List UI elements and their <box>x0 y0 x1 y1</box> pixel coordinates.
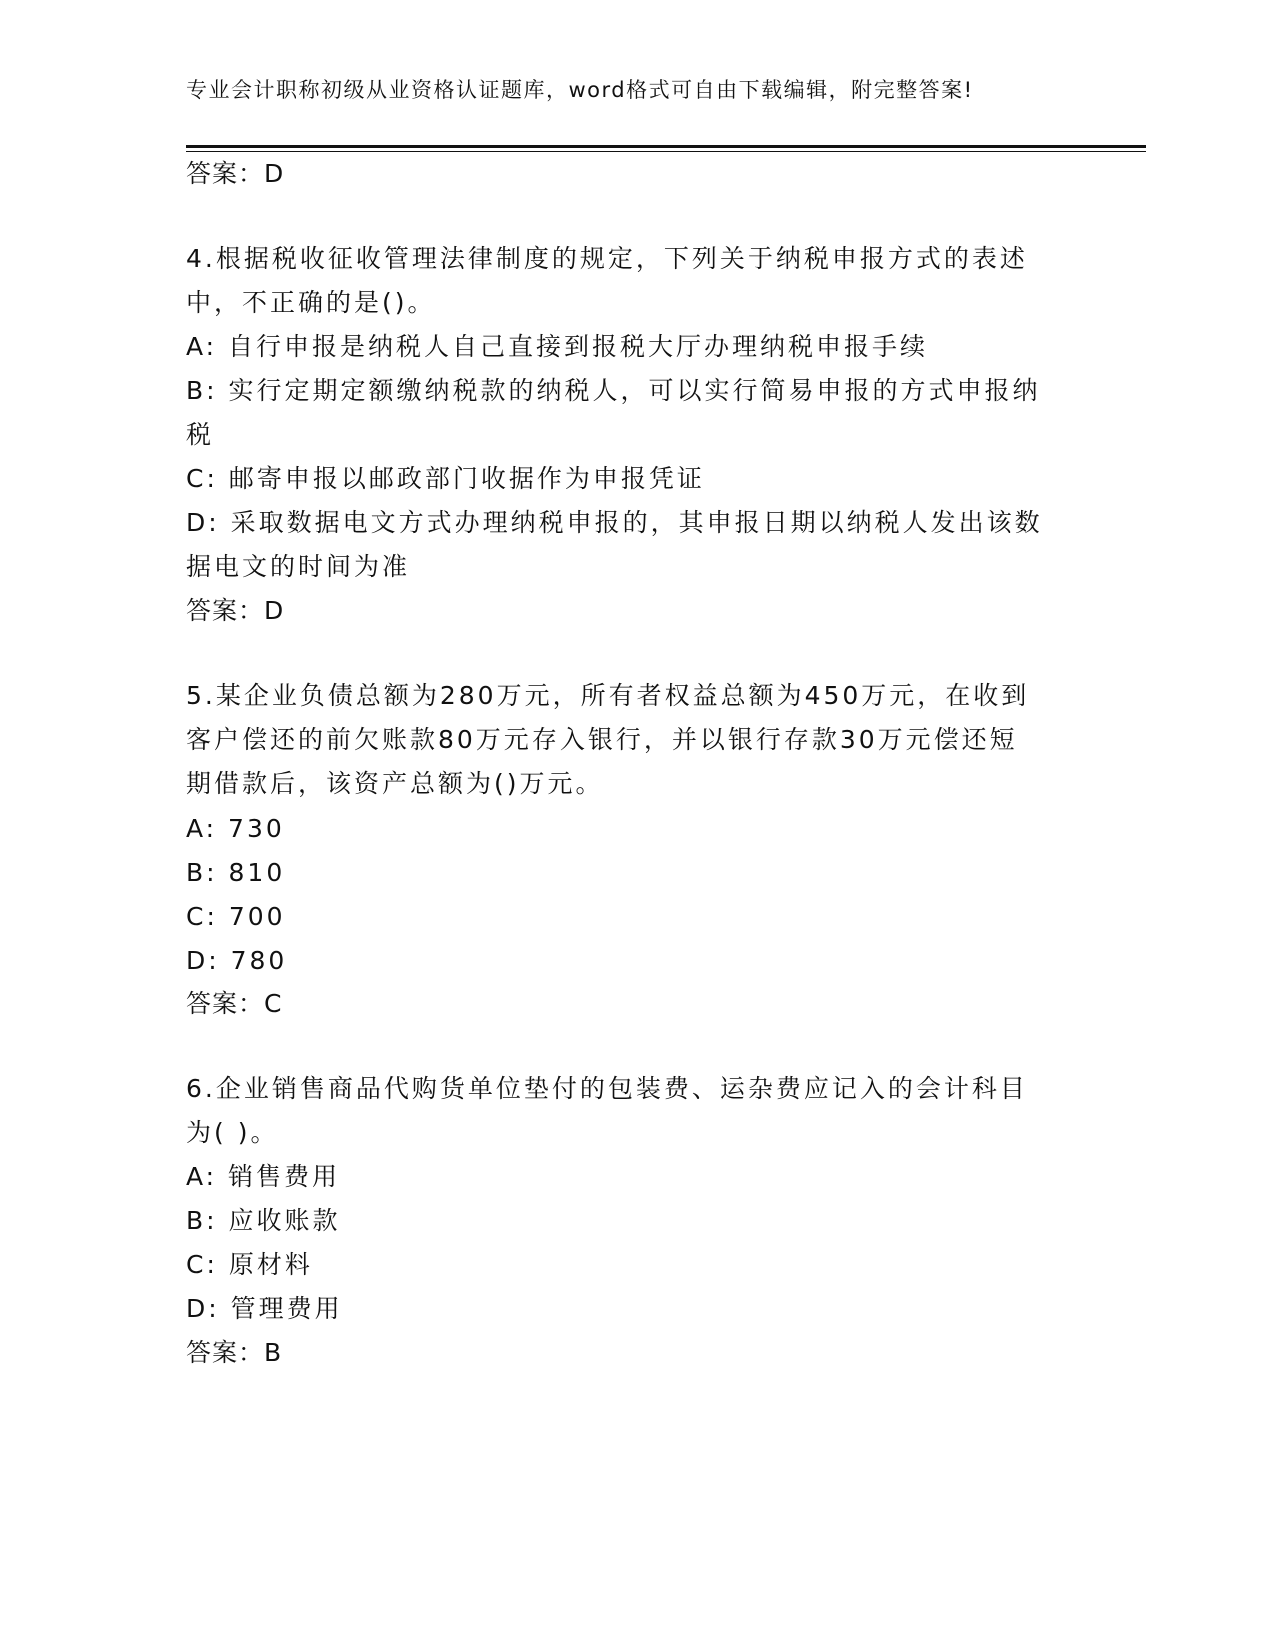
question-4-option-a: A: 自行申报是纳税人自己直接到报税大厅办理纳税申报手续 <box>186 332 929 361</box>
question-4-option-c: C: 邮寄申报以邮政部门收据作为申报凭证 <box>186 464 705 493</box>
question-5-answer: 答案：C <box>186 989 283 1018</box>
question-4-option-b-line-2: 税 <box>186 420 215 449</box>
question-4-stem-line-1: 4.根据税收征收管理法律制度的规定，下列关于纳税申报方式的表述 <box>186 244 1028 273</box>
question-4-stem-line-2: 中，不正确的是()。 <box>186 288 436 317</box>
question-6-option-b: B: 应收账款 <box>186 1206 341 1235</box>
question-4-option-d-line-2: 据电文的时间为准 <box>186 552 411 581</box>
question-6-stem-line-2: 为( )。 <box>186 1118 279 1147</box>
header-rule <box>186 145 1146 148</box>
question-5-option-a: A: 730 <box>186 814 285 843</box>
question-5-stem-line-1: 5.某企业负债总额为280万元，所有者权益总额为450万元，在收到 <box>186 681 1030 710</box>
question-5-option-d: D: 780 <box>186 946 288 975</box>
question-6-option-a: A: 销售费用 <box>186 1162 341 1191</box>
question-5-stem-line-2: 客户偿还的前欠账款80万元存入银行，并以银行存款30万元偿还短 <box>186 725 1018 754</box>
header-rule-thin <box>186 151 1146 152</box>
question-6-option-c: C: 原材料 <box>186 1250 313 1279</box>
question-4-answer: 答案：D <box>186 596 285 625</box>
prev-answer: 答案：D <box>186 159 285 188</box>
question-6-stem-line-1: 6.企业销售商品代购货单位垫付的包装费、运杂费应记入的会计科目 <box>186 1074 1028 1103</box>
question-5-option-b: B: 810 <box>186 858 286 887</box>
page-header: 专业会计职称初级从业资格认证题库，word格式可自由下载编辑，附完整答案! <box>186 78 974 102</box>
question-6-answer: 答案：B <box>186 1338 283 1367</box>
question-4-option-b-line-1: B: 实行定期定额缴纳税款的纳税人，可以实行简易申报的方式申报纳 <box>186 376 1041 405</box>
question-4-option-d-line-1: D: 采取数据电文方式办理纳税申报的，其申报日期以纳税人发出该数 <box>186 508 1043 537</box>
question-5-option-c: C: 700 <box>186 902 286 931</box>
question-6-option-d: D: 管理费用 <box>186 1294 343 1323</box>
question-5-stem-line-3: 期借款后，该资产总额为()万元。 <box>186 769 604 798</box>
